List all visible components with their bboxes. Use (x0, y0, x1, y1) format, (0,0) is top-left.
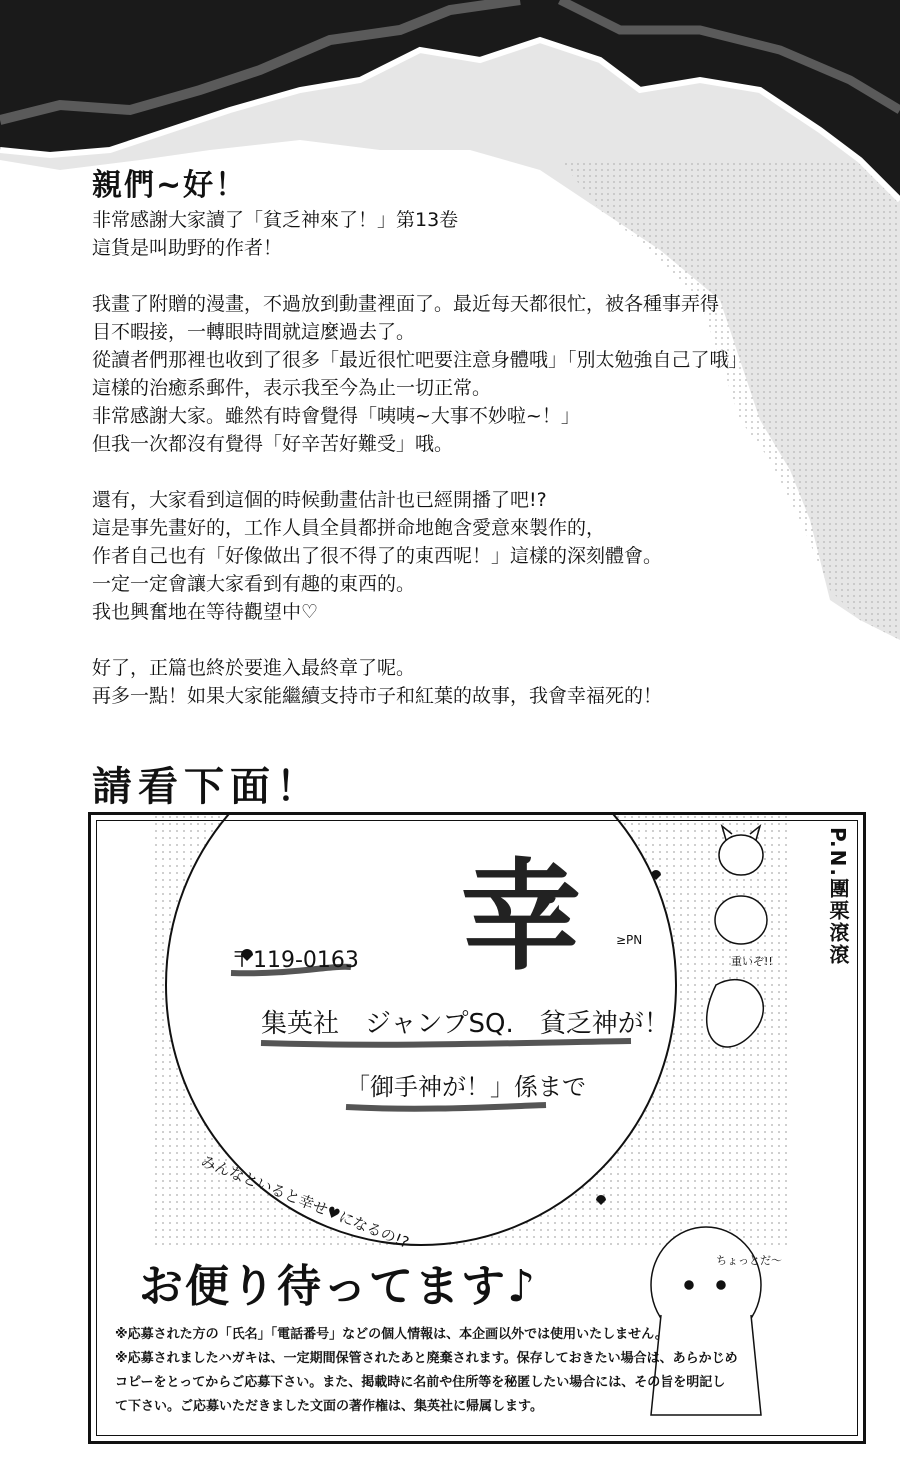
message-paragraph (92, 206, 812, 262)
pen-name-credit: P.N.團栗滾滾 (826, 827, 850, 966)
address-line-2: 「御手神が！」係まで (346, 1073, 586, 1101)
postal-code: 〒119-0163 (231, 948, 359, 973)
note-line: て下さい。ご応募いただきました文面の著作権は、集英社に帰属します。 (115, 1399, 543, 1414)
message-line: 從讀者們那裡也收到了很多「最近很忙吧要注意身體哦」「別太勉強自己了哦」 (92, 349, 748, 371)
message-line: 再多一點！如果大家能繼續支持市子和紅葉的故事，我會幸福死的！ (92, 685, 663, 707)
message-line: 這貨是叫助野的作者！ (92, 237, 283, 259)
author-message (92, 206, 812, 738)
curved-caption: みんなといると幸せ♥になるの!? (198, 1151, 412, 1252)
message-line: 一定一定會讓大家看到有趣的東西的。 (92, 573, 416, 595)
note-line: コピーをとってからご応募下さい。また、掲載時に名前や住所等を秘匿したい場合には、その旨を明記し (115, 1375, 726, 1390)
message-line: 還有，大家看到這個的時候動畫估計也已經開播了吧!? (92, 489, 547, 511)
fan-art-panel (88, 812, 866, 1444)
submission-notes (115, 1323, 835, 1419)
small-label: ちょっとだ〜 (716, 1254, 782, 1267)
note-line: ※応募されましたハガキは、一定期間保管されたあと廃棄されます。保存しておきたい場合は、あらかじめ (115, 1351, 738, 1366)
message-paragraph (92, 486, 812, 626)
message-line: 好了，正篇也終於要進入最終章了呢。 (92, 657, 416, 679)
message-line: 目不暇接，一轉眼時間就這麼過去了。 (92, 321, 416, 343)
section-title: 請看下面！ (92, 764, 322, 810)
message-line: 但我一次都沒有覺得「好辛苦好難受」哦。 (92, 433, 454, 455)
waiting-for-letters-text: お便り待ってます♪ (139, 1261, 538, 1312)
message-line: 我也興奮地在等待觀望中♡ (92, 601, 319, 623)
message-line: 非常感謝大家。雖然有時會覺得「咦咦~大事不妙啦~！」 (92, 405, 580, 427)
message-line: 非常感謝大家讀了「貧乏神來了！」第13卷 (92, 209, 459, 231)
kanji-signature: ≥PN (616, 933, 643, 947)
message-line: 這樣的治癒系郵件，表示我至今為止一切正常。 (92, 377, 492, 399)
message-paragraph (92, 290, 812, 458)
message-line: 作者自己也有「好像做出了很不得了的東西呢！」這樣的深刻體會。 (92, 545, 663, 567)
note-line: ※応募された方の「氏名」「電話番号」などの個人情報は、本企画以外では使用いたしません。 (115, 1327, 668, 1342)
message-paragraph (92, 654, 812, 710)
big-kanji-drawing: 幸 (461, 846, 581, 987)
greeting-title: 親們~好！ (92, 168, 248, 203)
message-line: 這是事先畫好的，工作人員全員都拼命地飽含愛意來製作的， (92, 517, 606, 539)
message-line: 我畫了附贈的漫畫，不過放到動畫裡面了。最近每天都很忙，被各種事弄得 (92, 293, 720, 315)
heavy-label: 重いぞ!! (731, 955, 773, 968)
address-line-1: 集英社 ジャンプSQ. 貧乏神が！ (261, 1009, 670, 1039)
